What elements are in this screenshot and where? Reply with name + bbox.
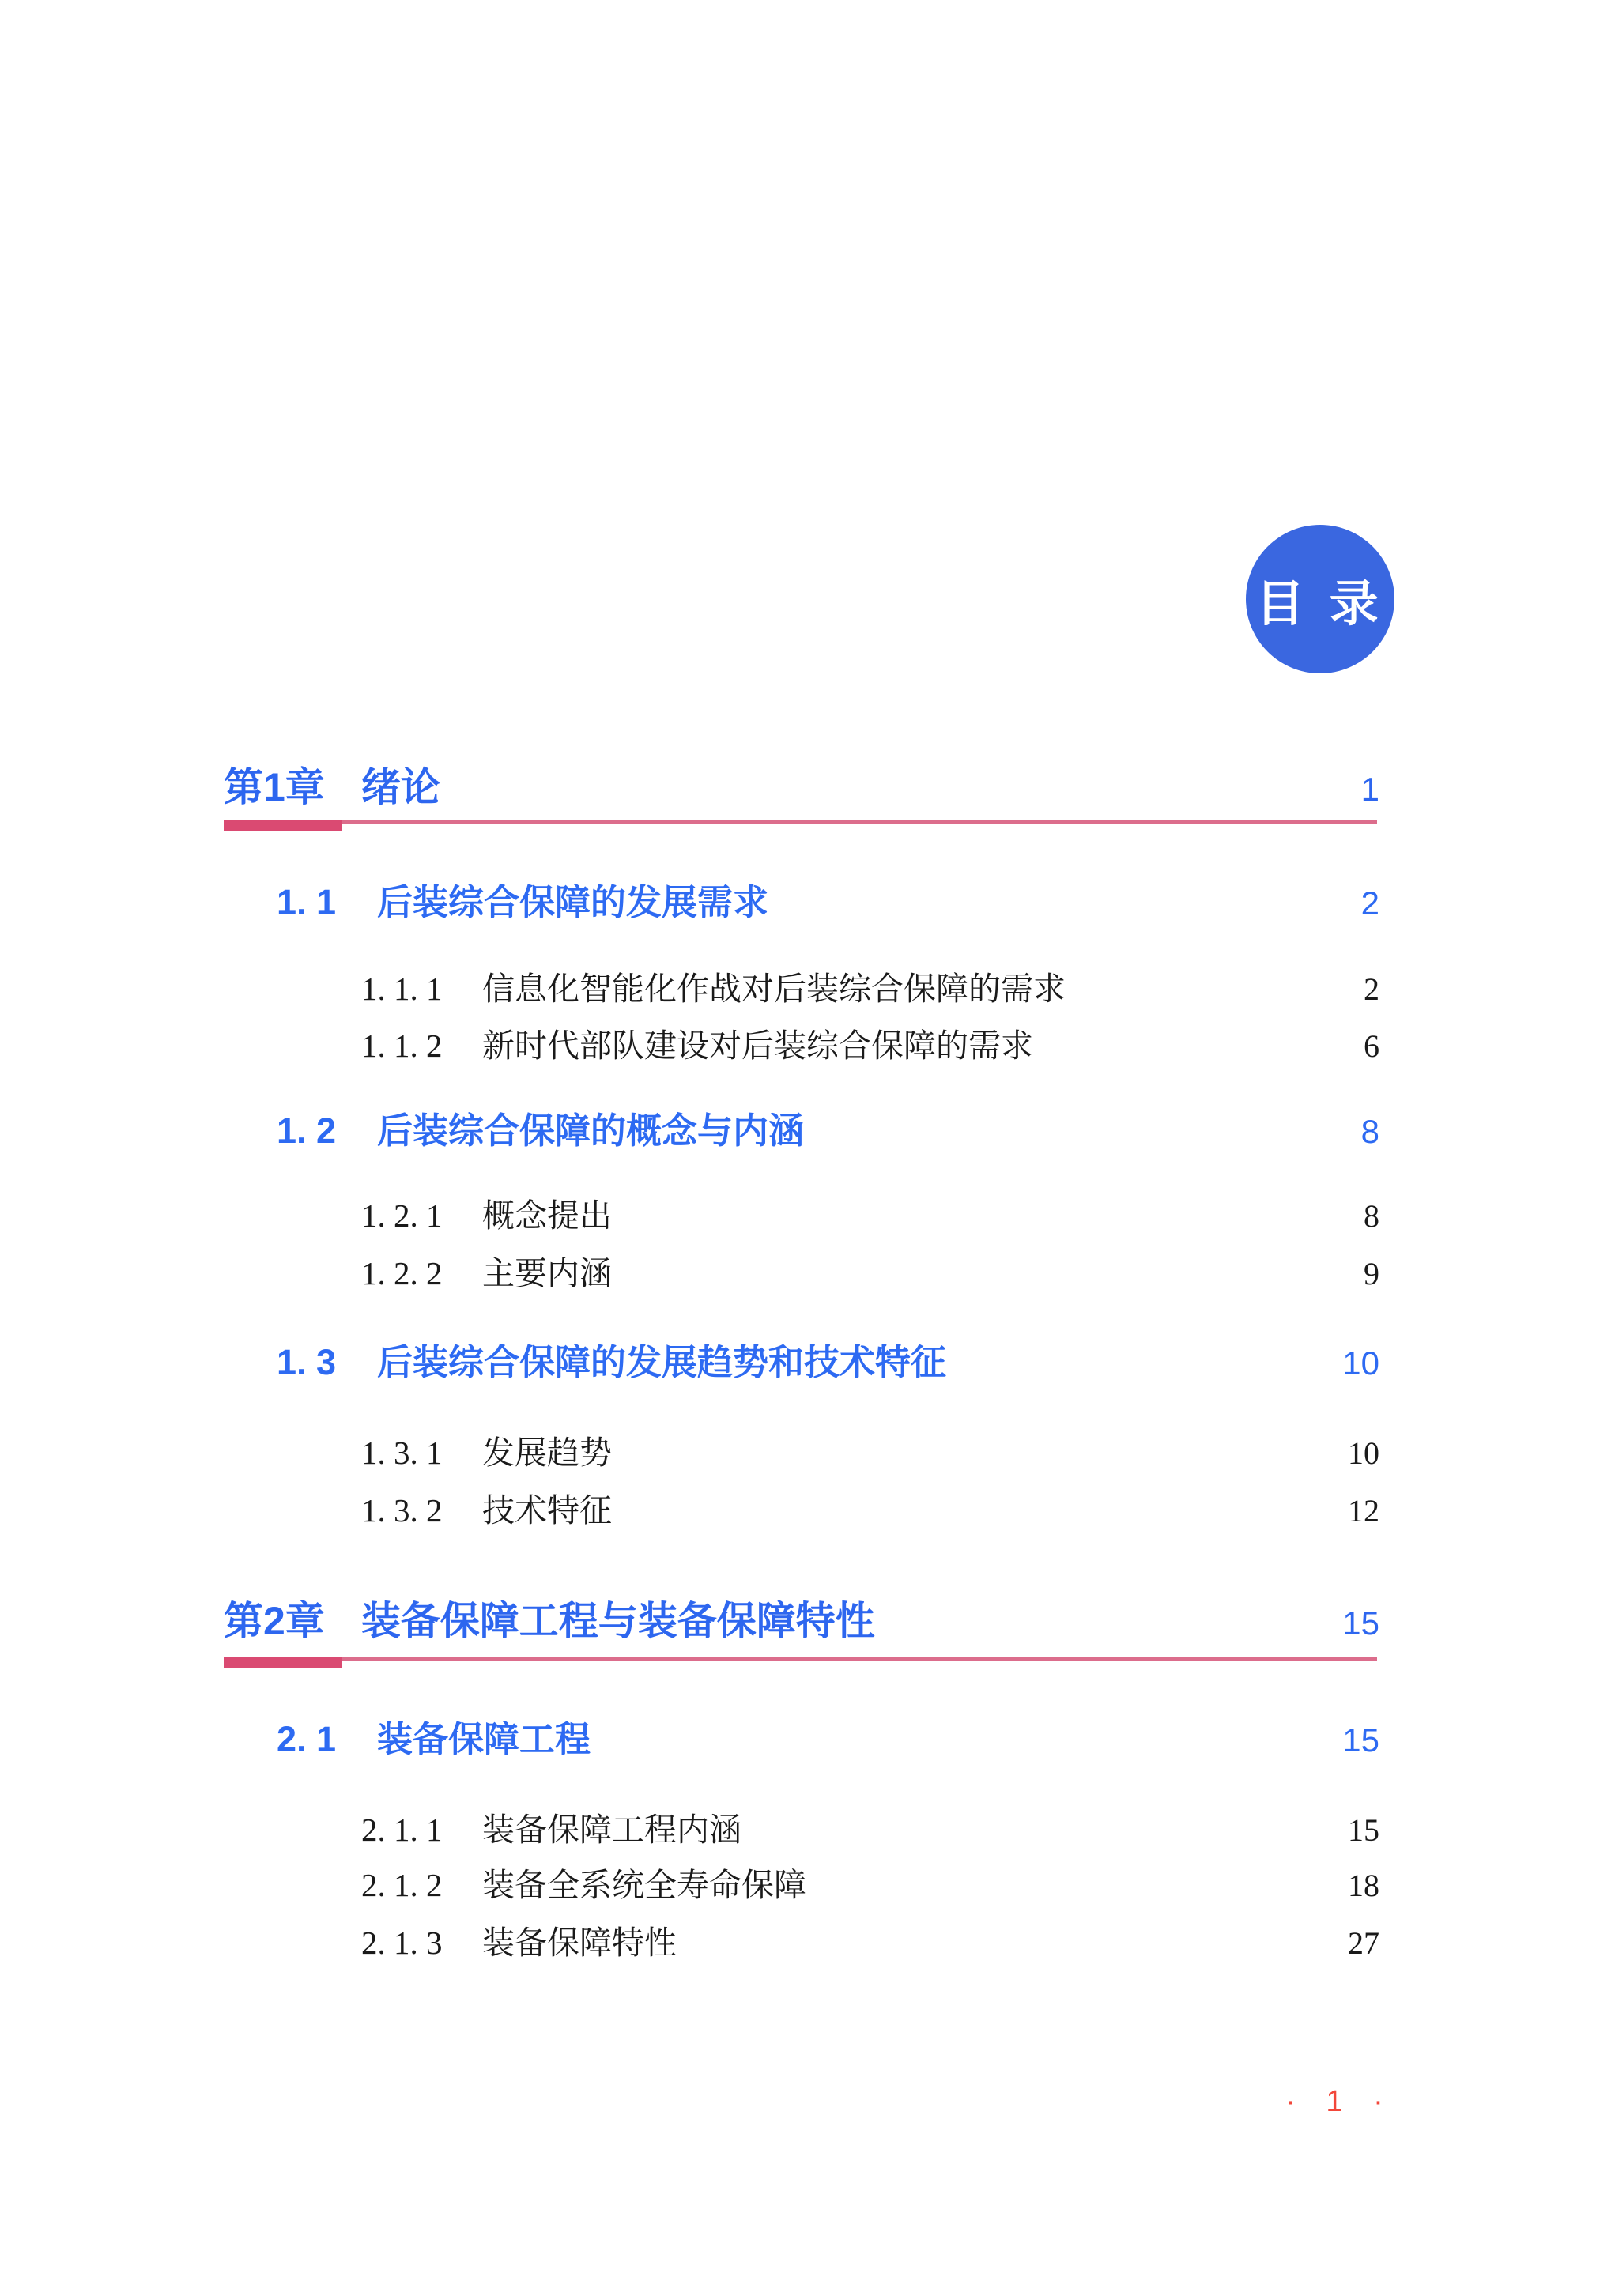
chapter-title: 装备保障工程与装备保障特性 <box>360 1599 875 1643</box>
subsection-heading <box>361 1197 1364 1235</box>
section-heading <box>277 1342 1342 1383</box>
subsection-number: 1. 3. 2 <box>361 1492 443 1529</box>
section-page-number: 15 <box>1342 1721 1379 1759</box>
section-title: 后装综合保障的概念与内涵 <box>377 1110 805 1151</box>
subsection-row <box>224 1867 1379 1904</box>
subsection-row <box>224 1027 1379 1065</box>
subsection-title: 技术特征 <box>482 1492 612 1529</box>
section-number: 2. 1 <box>277 1719 337 1759</box>
chapter-underline <box>224 1657 1377 1668</box>
section-page-number: 8 <box>1360 1113 1379 1150</box>
subsection-title: 装备保障工程内涵 <box>482 1812 741 1848</box>
section-row <box>224 882 1379 923</box>
section-number: 1. 1 <box>277 882 337 922</box>
subsection-page-number: 8 <box>1364 1198 1379 1234</box>
underline-thin-bar <box>224 820 1377 824</box>
section-row <box>224 1719 1379 1760</box>
subsection-row <box>224 1255 1379 1292</box>
subsection-row <box>224 971 1379 1008</box>
subsection-heading <box>361 1492 1348 1529</box>
chapter-title: 绪论 <box>360 765 440 809</box>
toc-content <box>224 0 1379 2296</box>
subsection-number: 1. 1. 1 <box>361 971 443 1007</box>
subsection-row <box>224 1435 1379 1472</box>
subsection-title: 主要内涵 <box>482 1255 612 1291</box>
subsection-page-number: 12 <box>1348 1493 1379 1529</box>
subsection-number: 1. 3. 1 <box>361 1435 443 1471</box>
subsection-heading <box>361 1435 1348 1472</box>
subsection-page-number: 27 <box>1348 1925 1379 1961</box>
underline-thick-bar <box>224 1657 342 1668</box>
subsection-page-number: 18 <box>1348 1868 1379 1903</box>
chapter-number: 第1章 <box>224 765 325 809</box>
section-row <box>224 1110 1379 1152</box>
chapter-underline <box>224 820 1377 831</box>
subsection-row <box>224 1197 1379 1235</box>
section-title: 装备保障工程 <box>377 1719 591 1759</box>
chapter-row <box>224 1599 1379 1645</box>
chapter-page-number: 15 <box>1342 1604 1379 1642</box>
section-number: 1. 2 <box>277 1110 337 1151</box>
section-page-number: 10 <box>1342 1344 1379 1382</box>
subsection-page-number: 15 <box>1348 1812 1379 1848</box>
subsection-page-number: 10 <box>1348 1435 1379 1471</box>
section-title: 后装综合保障的发展需求 <box>377 882 769 922</box>
chapter-page-number: 1 <box>1360 771 1379 808</box>
subsection-title: 新时代部队建设对后装综合保障的需求 <box>482 1027 1033 1064</box>
subsection-number: 1. 1. 2 <box>361 1027 443 1064</box>
subsection-number: 2. 1. 3 <box>361 1925 443 1961</box>
section-title: 后装综合保障的发展趋势和技术特征 <box>377 1342 947 1382</box>
subsection-title: 装备全系统全寿命保障 <box>482 1867 806 1903</box>
subsection-number: 2. 1. 2 <box>361 1867 443 1903</box>
subsection-page-number: 9 <box>1364 1256 1379 1291</box>
subsection-heading <box>361 1925 1348 1962</box>
underline-thick-bar <box>224 820 342 831</box>
section-page-number: 2 <box>1360 884 1379 922</box>
subsection-heading <box>361 1867 1348 1904</box>
subsection-row <box>224 1492 1379 1529</box>
subsection-row <box>224 1812 1379 1849</box>
subsection-number: 2. 1. 1 <box>361 1812 443 1848</box>
chapter-number: 第2章 <box>224 1599 325 1643</box>
subsection-title: 发展趋势 <box>482 1435 612 1471</box>
subsection-title: 信息化智能化作战对后装综合保障的需求 <box>482 971 1066 1007</box>
chapter-heading <box>224 765 440 811</box>
chapter-heading <box>224 1599 875 1645</box>
subsection-number: 1. 2. 1 <box>361 1197 443 1234</box>
subsection-heading <box>361 1027 1364 1065</box>
subsection-title: 概念提出 <box>482 1197 612 1234</box>
subsection-page-number: 6 <box>1364 1028 1379 1064</box>
subsection-heading <box>361 971 1364 1008</box>
underline-thin-bar <box>224 1657 1377 1661</box>
section-heading <box>277 1719 1342 1760</box>
subsection-heading <box>361 1255 1364 1292</box>
chapter-row <box>224 765 1379 811</box>
section-heading <box>277 882 1361 923</box>
subsection-number: 1. 2. 2 <box>361 1255 443 1291</box>
section-row <box>224 1342 1379 1383</box>
subsection-row <box>224 1925 1379 1962</box>
subsection-title: 装备保障特性 <box>482 1925 677 1961</box>
subsection-page-number: 2 <box>1364 971 1379 1007</box>
subsection-heading <box>361 1812 1348 1849</box>
toc-badge-label: 目 录 <box>1255 577 1385 631</box>
section-number: 1. 3 <box>277 1342 337 1382</box>
footer-page-number: · 1 · <box>1285 2085 1394 2118</box>
section-heading <box>277 1110 1361 1152</box>
